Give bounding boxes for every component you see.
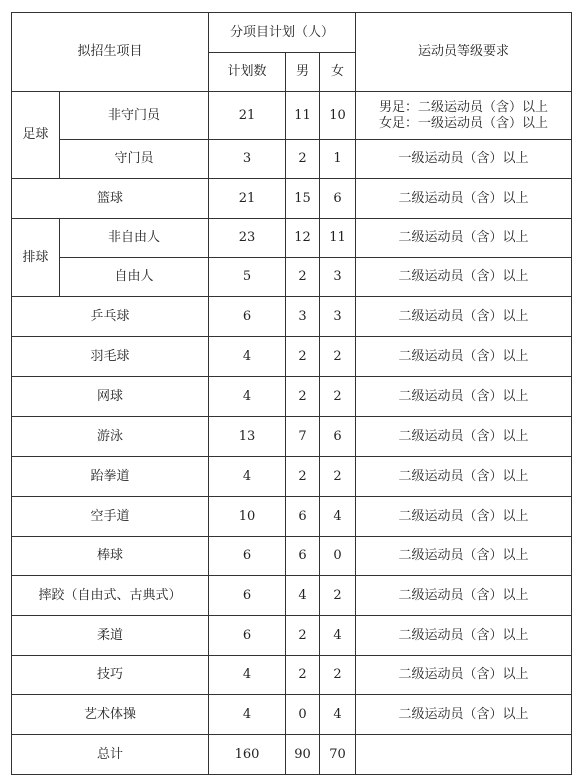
sub-item: 守门员 bbox=[60, 140, 209, 179]
volleyball-label: 排球 bbox=[12, 219, 60, 297]
sub-item: 非自由人 bbox=[60, 219, 209, 258]
requirement-cell: 二级运动员（含）以上 bbox=[356, 537, 572, 576]
project-name: 羽毛球 bbox=[12, 337, 209, 377]
requirement-cell: 二级运动员（含）以上 bbox=[356, 179, 572, 219]
table-row bbox=[12, 576, 572, 616]
male-count: 6 bbox=[286, 537, 320, 576]
table-row bbox=[12, 140, 572, 179]
female-count: 10 bbox=[320, 92, 356, 140]
male-count: 2 bbox=[286, 337, 320, 377]
project-name: 柔道 bbox=[12, 616, 209, 656]
male-count: 7 bbox=[286, 417, 320, 457]
plan-count: 4 bbox=[209, 337, 286, 377]
male-count: 2 bbox=[286, 457, 320, 497]
project-name: 乒乓球 bbox=[12, 297, 209, 337]
male-count: 6 bbox=[286, 497, 320, 537]
plan-count: 4 bbox=[209, 457, 286, 497]
project-name: 空手道 bbox=[12, 497, 209, 537]
table-row bbox=[12, 537, 572, 576]
male-count: 2 bbox=[286, 140, 320, 179]
requirement-cell: 二级运动员（含）以上 bbox=[356, 219, 572, 258]
project-name: 篮球 bbox=[12, 179, 209, 219]
project-name: 网球 bbox=[12, 377, 209, 417]
table-row bbox=[12, 417, 572, 457]
total-label: 总计 bbox=[12, 735, 209, 775]
plan-count: 5 bbox=[209, 258, 286, 297]
female-count: 0 bbox=[320, 537, 356, 576]
requirement-cell: 二级运动员（含）以上 bbox=[356, 616, 572, 656]
table-row bbox=[12, 695, 572, 735]
requirement-cell: 二级运动员（含）以上 bbox=[356, 457, 572, 497]
requirement-cell: 二级运动员（含）以上 bbox=[356, 417, 572, 457]
female-count: 4 bbox=[320, 695, 356, 735]
requirement-cell: 二级运动员（含）以上 bbox=[356, 656, 572, 695]
female-count: 2 bbox=[320, 377, 356, 417]
male-count: 11 bbox=[286, 92, 320, 140]
female-count: 2 bbox=[320, 656, 356, 695]
female-count: 3 bbox=[320, 297, 356, 337]
project-name: 棒球 bbox=[12, 537, 209, 576]
project-name: 艺术体操 bbox=[12, 695, 209, 735]
requirement-cell: 一级运动员（含）以上 bbox=[356, 140, 572, 179]
plan-count: 4 bbox=[209, 377, 286, 417]
requirement-cell: 二级运动员（含）以上 bbox=[356, 497, 572, 537]
table-row bbox=[12, 297, 572, 337]
project-name: 跆拳道 bbox=[12, 457, 209, 497]
plan-count: 23 bbox=[209, 219, 286, 258]
header-project: 拟招生项目 bbox=[12, 13, 209, 92]
header-plan-group: 分项目计划（人） bbox=[209, 13, 356, 53]
female-count: 4 bbox=[320, 497, 356, 537]
requirement-cell: 二级运动员（含）以上 bbox=[356, 576, 572, 616]
table-row bbox=[12, 337, 572, 377]
female-count: 6 bbox=[320, 179, 356, 219]
table-row bbox=[12, 179, 572, 219]
total-row bbox=[12, 735, 572, 775]
sub-item: 自由人 bbox=[60, 258, 209, 297]
table-row bbox=[12, 219, 572, 258]
female-count: 2 bbox=[320, 337, 356, 377]
header-female: 女 bbox=[320, 53, 356, 92]
requirement-cell: 二级运动员（含）以上 bbox=[356, 337, 572, 377]
header-row bbox=[12, 13, 572, 53]
project-name: 摔跤（自由式、古典式） bbox=[12, 576, 209, 616]
male-count: 2 bbox=[286, 616, 320, 656]
plan-count: 13 bbox=[209, 417, 286, 457]
requirement-line: 女足：一级运动员（含）以上 bbox=[379, 115, 549, 131]
male-count: 15 bbox=[286, 179, 320, 219]
female-count: 1 bbox=[320, 140, 356, 179]
requirement-cell: 二级运动员（含）以上 bbox=[356, 258, 572, 297]
female-count: 2 bbox=[320, 576, 356, 616]
table-row bbox=[12, 258, 572, 297]
requirement-cell: 二级运动员（含）以上 bbox=[356, 695, 572, 735]
enrollment-plan-table bbox=[11, 12, 572, 775]
total-female: 70 bbox=[320, 735, 356, 775]
table-row bbox=[12, 377, 572, 417]
header-requirement: 运动员等级要求 bbox=[356, 13, 572, 92]
female-count: 3 bbox=[320, 258, 356, 297]
project-name: 技巧 bbox=[12, 656, 209, 695]
table-row bbox=[12, 616, 572, 656]
male-count: 3 bbox=[286, 297, 320, 337]
sub-item: 非守门员 bbox=[60, 92, 209, 140]
female-count: 2 bbox=[320, 457, 356, 497]
header-male: 男 bbox=[286, 53, 320, 92]
male-count: 12 bbox=[286, 219, 320, 258]
total-male: 90 bbox=[286, 735, 320, 775]
plan-count: 6 bbox=[209, 297, 286, 337]
football-label: 足球 bbox=[12, 92, 60, 179]
plan-count: 21 bbox=[209, 179, 286, 219]
requirement-line: 男足：二级运动员（含）以上 bbox=[379, 99, 549, 115]
table-row bbox=[12, 497, 572, 537]
plan-count: 4 bbox=[209, 695, 286, 735]
requirement-cell: 二级运动员（含）以上 bbox=[356, 297, 572, 337]
female-count: 11 bbox=[320, 219, 356, 258]
plan-count: 3 bbox=[209, 140, 286, 179]
table-row bbox=[12, 92, 572, 140]
female-count: 4 bbox=[320, 616, 356, 656]
requirement-cell bbox=[356, 92, 572, 140]
requirement-cell: 二级运动员（含）以上 bbox=[356, 377, 572, 417]
project-name: 游泳 bbox=[12, 417, 209, 457]
plan-count: 6 bbox=[209, 616, 286, 656]
male-count: 2 bbox=[286, 656, 320, 695]
plan-count: 6 bbox=[209, 576, 286, 616]
male-count: 0 bbox=[286, 695, 320, 735]
header-plan-count: 计划数 bbox=[209, 53, 286, 92]
male-count: 4 bbox=[286, 576, 320, 616]
plan-count: 6 bbox=[209, 537, 286, 576]
male-count: 2 bbox=[286, 258, 320, 297]
plan-count: 4 bbox=[209, 656, 286, 695]
total-plan: 160 bbox=[209, 735, 286, 775]
plan-count: 21 bbox=[209, 92, 286, 140]
plan-count: 10 bbox=[209, 497, 286, 537]
table-row bbox=[12, 656, 572, 695]
total-requirement bbox=[356, 735, 572, 775]
female-count: 6 bbox=[320, 417, 356, 457]
table-row bbox=[12, 457, 572, 497]
male-count: 2 bbox=[286, 377, 320, 417]
